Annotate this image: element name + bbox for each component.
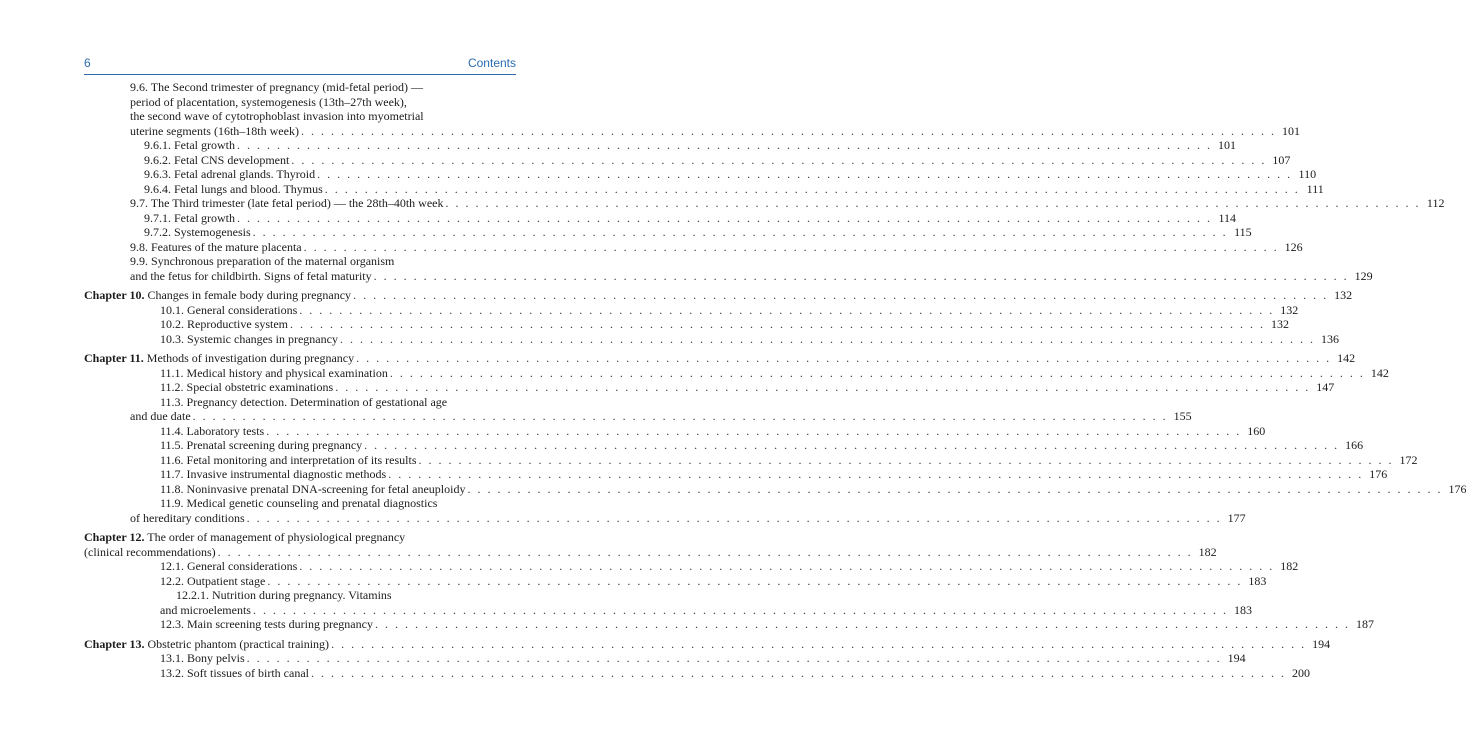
toc-page-number: 129 <box>1354 268 1373 283</box>
dot-leader <box>374 269 1349 284</box>
toc-page-number: 112 <box>1426 196 1445 210</box>
toc-entry-text: (clinical recommendations) <box>84 544 216 559</box>
toc-entry-text: 11.6. Fetal monitoring and interpretation of its results <box>160 452 417 467</box>
toc-page-number: 155 <box>1173 409 1192 423</box>
toc-line <box>84 138 1236 153</box>
toc-line <box>84 602 1252 618</box>
dot-leader <box>375 617 1350 632</box>
toc-entry-text: 11.4. Laboratory tests <box>160 423 265 438</box>
dot-leader <box>445 196 1420 211</box>
toc-line <box>84 317 1289 332</box>
toc-entry-text: period of placentation, systemogenesis (13th–27th week), <box>130 94 407 109</box>
toc-entry-text <box>84 351 354 366</box>
dot-leader <box>331 637 1306 652</box>
toc-entry-text: 12.2.1. Nutrition during pregnancy. Vitamins <box>176 588 392 602</box>
toc-line <box>84 409 1192 424</box>
toc-line <box>84 467 1388 482</box>
dot-leader <box>301 124 1276 139</box>
chapter-title: Obstetric phantom (practical training) <box>147 636 330 651</box>
toc-entry-text: 9.7.1. Fetal growth <box>144 210 235 225</box>
toc-line <box>84 481 1466 497</box>
toc-entry-text: 9.8. Features of the mature placenta <box>130 239 302 254</box>
dot-leader <box>237 138 1212 153</box>
toc-entry-text: 11.7. Invasive instrumental diagnostic methods <box>160 467 387 481</box>
toc-page-number: 194 <box>1312 636 1331 651</box>
toc-entry-text: 12.1. General considerations <box>160 559 298 573</box>
toc-page-number: 107 <box>1272 152 1291 167</box>
toc-entry-text: 9.6.1. Fetal growth <box>144 138 235 152</box>
toc-line <box>84 225 1252 240</box>
toc-entry-text: 12.3. Main screening tests during pregnancy <box>160 617 373 631</box>
dot-leader <box>299 303 1274 318</box>
toc-entry-text: 11.2. Special obstetric examinations <box>160 380 334 394</box>
dot-leader <box>237 211 1212 226</box>
toc-page-number: 142 <box>1337 351 1356 365</box>
dot-leader <box>340 332 1315 347</box>
toc-line <box>84 80 516 95</box>
toc-chapter-line <box>84 530 516 545</box>
dot-leader <box>353 288 1328 303</box>
dot-leader <box>364 438 1339 453</box>
toc-chapter-line <box>84 351 1356 366</box>
toc-line <box>84 268 1373 284</box>
toc-page-number: 101 <box>1218 138 1236 152</box>
toc-entry-text: 12.2. Outpatient stage <box>160 573 266 588</box>
toc-entry-text: the second wave of cytotrophoblast invasion into myometrial <box>130 109 424 123</box>
toc-page-number: 176 <box>1448 481 1466 496</box>
toc-line <box>84 651 1246 666</box>
toc-line <box>84 152 1291 168</box>
toc-entry-text: 11.1. Medical history and physical examination <box>160 365 388 380</box>
toc-line <box>84 210 1236 226</box>
toc-page-number: 172 <box>1399 452 1418 467</box>
toc-entry-text: uterine segments (16th–18th week) <box>130 123 299 138</box>
toc-page-number: 126 <box>1284 239 1303 254</box>
toc-page-number: 132 <box>1280 302 1299 317</box>
toc-page-number: 147 <box>1316 380 1335 394</box>
dot-leader <box>304 240 1279 255</box>
toc-entry-text: 10.2. Reproductive system <box>160 317 288 331</box>
toc-line <box>84 544 1217 560</box>
toc-line <box>84 573 1267 589</box>
toc-line <box>84 167 1317 182</box>
toc-entry-text: 13.2. Soft tissues of birth canal <box>160 665 309 680</box>
toc-page-number: 187 <box>1355 617 1374 631</box>
section-title: Contents <box>467 56 516 70</box>
chapter-title: The order of management of physiological pregnancy <box>147 530 406 544</box>
toc-page-number: 200 <box>1291 665 1310 680</box>
running-header <box>84 56 516 76</box>
chapter-label: Chapter 12. <box>84 530 145 544</box>
toc-chapter-line <box>84 288 1353 303</box>
toc-entry-text: 9.6.3. Fetal adrenal glands. Thyroid <box>144 167 316 181</box>
toc-line <box>84 380 1335 395</box>
toc-entry-text <box>84 637 329 652</box>
dot-leader <box>325 182 1300 197</box>
toc-page-number: 114 <box>1218 210 1236 225</box>
toc-page-number: 176 <box>1369 467 1388 481</box>
dot-leader <box>193 409 1168 424</box>
toc-line <box>84 109 516 124</box>
toc-line <box>84 665 1310 681</box>
dot-leader <box>299 559 1274 574</box>
dot-leader <box>247 511 1222 526</box>
dot-leader <box>467 482 1442 497</box>
toc-line <box>84 588 516 603</box>
dot-leader <box>419 453 1394 468</box>
toc-line <box>84 617 1374 632</box>
toc-page-number: 160 <box>1247 423 1266 438</box>
toc-entry-text <box>84 288 351 303</box>
toc-page-number: 132 <box>1334 288 1353 302</box>
toc-line <box>84 254 516 269</box>
toc-line <box>84 181 1324 197</box>
dot-leader <box>218 545 1193 560</box>
toc-line <box>84 510 1246 526</box>
header-rule <box>84 74 516 75</box>
dot-leader <box>267 574 1242 589</box>
dot-leader <box>253 225 1228 240</box>
chapter-label: Chapter 11. <box>84 351 144 365</box>
toc-page-number: 111 <box>1306 181 1324 196</box>
toc-page-number: 115 <box>1234 225 1252 239</box>
toc-page-number: 101 <box>1281 123 1300 138</box>
dot-leader <box>291 153 1266 168</box>
page-number: 6 <box>84 56 91 70</box>
dot-leader <box>247 651 1222 666</box>
toc-page-number: 142 <box>1370 365 1389 380</box>
toc-line <box>84 123 1300 139</box>
toc-line <box>84 395 516 410</box>
toc-line <box>84 331 1339 347</box>
chapter-title: Changes in female body during pregnancy <box>147 288 352 302</box>
toc-line <box>84 302 1299 318</box>
toc-entry-text: of hereditary conditions <box>130 510 245 525</box>
toc-entry-text: 11.5. Prenatal screening during pregnancy <box>160 438 363 452</box>
toc-page-number: 182 <box>1198 544 1217 559</box>
toc-page-number: 110 <box>1298 167 1317 181</box>
toc-line <box>84 496 516 511</box>
toc-chapter-line <box>84 636 1331 652</box>
dot-leader <box>390 366 1365 381</box>
toc-line <box>84 452 1418 468</box>
toc-entry-text: 11.9. Medical genetic counseling and prenatal diagnostics <box>160 496 438 510</box>
toc-entry-text: 10.3. Systemic changes in pregnancy <box>160 331 338 346</box>
chapter-label: Chapter 13. <box>84 636 145 651</box>
toc-line <box>84 438 1364 453</box>
toc-page-number: 177 <box>1227 510 1246 525</box>
toc-entry-text: and microelements <box>160 602 251 617</box>
toc-line <box>84 196 1445 211</box>
toc-entry-text: 9.7. The Third trimester (late fetal period) — the 28th–40th week <box>130 196 444 210</box>
dot-leader <box>335 380 1310 395</box>
toc-entry-text: 10.1. General considerations <box>160 302 298 317</box>
toc-line <box>84 95 516 110</box>
toc-entry-text: and the fetus for childbirth. Signs of fetal maturity <box>130 268 372 283</box>
toc-line <box>84 365 1389 381</box>
dot-leader <box>253 603 1228 618</box>
toc-entry-text: 9.6.4. Fetal lungs and blood. Thymus <box>144 181 323 196</box>
dot-leader <box>356 351 1331 366</box>
toc-line <box>84 559 1299 574</box>
toc-entry-text: 13.1. Bony pelvis <box>160 651 245 665</box>
chapter-label: Chapter 10. <box>84 288 145 302</box>
chapter-title: Methods of investigation during pregnancy <box>146 351 355 365</box>
toc-page-number: 194 <box>1227 651 1246 665</box>
toc-entry-text: 9.6.2. Fetal CNS development <box>144 152 290 167</box>
dot-leader <box>388 467 1363 482</box>
toc-page-number: 136 <box>1320 331 1339 346</box>
toc-line <box>84 239 1303 255</box>
toc-entry-text: 9.7.2. Systemogenesis <box>144 225 251 239</box>
dot-leader <box>266 424 1241 439</box>
toc-page-number: 182 <box>1280 559 1299 573</box>
toc-entry-text <box>84 530 405 545</box>
dot-leader <box>290 317 1265 332</box>
toc-page-number: 183 <box>1233 602 1252 617</box>
toc-line <box>84 423 1266 439</box>
toc-entry-text: and due date <box>130 409 191 423</box>
toc-entry-text: 11.3. Pregnancy detection. Determination of gestational age <box>160 394 448 409</box>
toc-page-number: 132 <box>1270 317 1289 331</box>
toc-page-number: 183 <box>1248 573 1267 588</box>
toc-entry-text: 11.8. Noninvasive prenatal DNA-screening for fetal aneuploidy <box>160 481 466 496</box>
toc-page-number: 166 <box>1345 438 1364 452</box>
toc-entry-text: 9.6. The Second trimester of pregnancy (mid-fetal period) — <box>130 80 424 94</box>
toc-entry-text: 9.9. Synchronous preparation of the maternal organism <box>130 254 395 268</box>
table-of-contents <box>84 80 1466 680</box>
dot-leader <box>317 167 1292 182</box>
dot-leader <box>311 666 1286 681</box>
